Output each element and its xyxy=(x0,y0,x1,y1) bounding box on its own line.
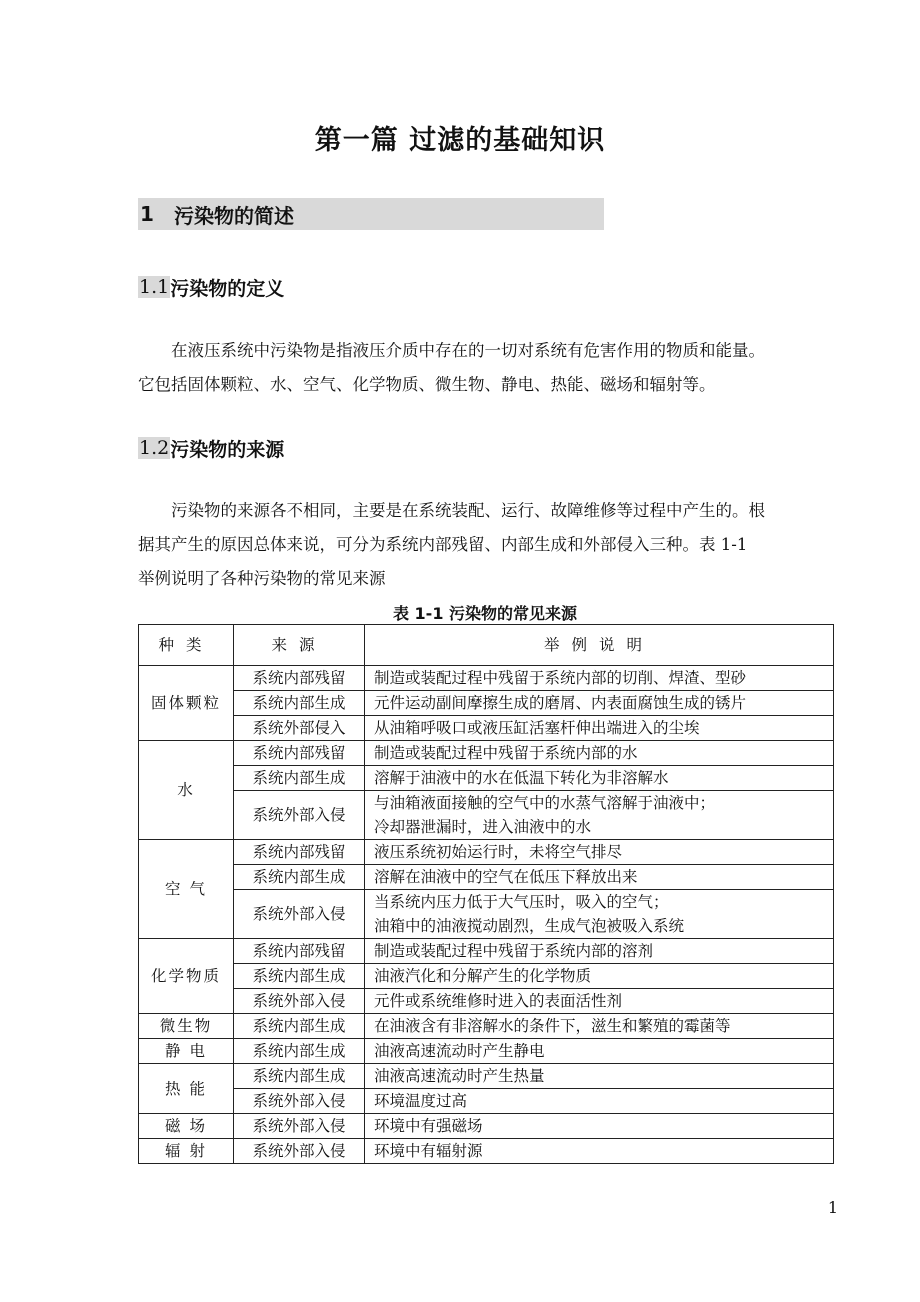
cell-type: 微生物 xyxy=(139,1014,234,1039)
table-row xyxy=(139,1114,834,1139)
table-row xyxy=(139,1064,834,1089)
cell-source: 系统内部生成 xyxy=(234,766,365,791)
cell-example xyxy=(365,865,834,890)
cell-example xyxy=(365,964,834,989)
paragraph-line: 在液压系统中污染物是指液压介质中存在的一切对系统有危害作用的物质和能量。 xyxy=(171,341,765,360)
example-line: 溶解于油液中的水在低温下转化为非溶解水 xyxy=(374,769,669,787)
cell-source: 系统内部残留 xyxy=(234,939,365,964)
cell-type: 化学物质 xyxy=(139,939,234,1014)
cell-source: 系统外部入侵 xyxy=(234,890,365,939)
cell-source: 系统外部入侵 xyxy=(234,1139,365,1164)
example-line: 油液高速流动时产生静电 xyxy=(374,1042,545,1060)
table-row xyxy=(139,939,834,964)
cell-example xyxy=(365,939,834,964)
cell-example xyxy=(365,1064,834,1089)
table-row xyxy=(139,840,834,865)
cell-type: 水 xyxy=(139,741,234,840)
table-row xyxy=(139,890,834,939)
table-row xyxy=(139,766,834,791)
cell-source: 系统内部残留 xyxy=(234,741,365,766)
cell-type: 磁 场 xyxy=(139,1114,234,1139)
subsection-title: 污染物的定义 xyxy=(170,277,285,300)
subsection-number: 1.2 xyxy=(139,437,170,459)
cell-example xyxy=(365,691,834,716)
cell-source: 系统外部入侵 xyxy=(234,1089,365,1114)
example-line: 当系统内压力低于大气压时，吸入的空气； xyxy=(374,893,669,911)
example-line: 油箱中的油液搅动剧烈，生成气泡被吸入系统 xyxy=(374,917,685,935)
cell-example xyxy=(365,840,834,865)
cell-source: 系统内部生成 xyxy=(234,865,365,890)
table-row xyxy=(139,989,834,1014)
cell-example xyxy=(365,890,834,939)
example-line: 制造或装配过程中残留于系统内部的溶剂 xyxy=(374,942,654,960)
example-line: 环境温度过高 xyxy=(374,1092,468,1110)
cell-source: 系统内部残留 xyxy=(234,840,365,865)
cell-example xyxy=(365,1014,834,1039)
cell-example xyxy=(365,1114,834,1139)
cell-type: 辐 射 xyxy=(139,1139,234,1164)
table-row xyxy=(139,1039,834,1064)
cell-source: 系统外部入侵 xyxy=(234,989,365,1014)
example-line: 液压系统初始运行时，未将空气排尽 xyxy=(374,843,623,861)
cell-type: 热 能 xyxy=(139,1064,234,1114)
table-row xyxy=(139,716,834,741)
table-row xyxy=(139,741,834,766)
cell-source: 系统内部生成 xyxy=(234,964,365,989)
definition-paragraph xyxy=(138,334,838,402)
example-line: 元件运动副间摩擦生成的磨屑、内表面腐蚀生成的锈片 xyxy=(374,694,747,712)
example-line: 溶解在油液中的空气在低压下释放出来 xyxy=(374,868,638,886)
section-heading xyxy=(138,198,604,230)
cell-type: 空 气 xyxy=(139,840,234,939)
section-number: 1 xyxy=(140,202,154,226)
cell-source: 系统外部侵入 xyxy=(234,716,365,741)
section-title: 污染物的简述 xyxy=(174,203,294,228)
table-caption: 表 1-1 污染物的常见来源 xyxy=(392,604,578,623)
page-title: 第一篇 过滤的基础知识 xyxy=(314,125,606,156)
example-line: 制造或装配过程中残留于系统内部的水 xyxy=(374,744,638,762)
example-line: 油液高速流动时产生热量 xyxy=(374,1067,545,1085)
paragraph-line: 举例说明了各种污染物的常见来源 xyxy=(138,569,386,588)
header-example: 举例说明 xyxy=(365,625,834,666)
pollutant-source-table xyxy=(138,624,834,1164)
table-row xyxy=(139,691,834,716)
cell-example xyxy=(365,989,834,1014)
subsection-title: 污染物的来源 xyxy=(170,438,285,461)
paragraph-line: 污染物的来源各不相同，主要是在系统装配、运行、故障维修等过程中产生的。根 xyxy=(171,501,765,520)
cell-source: 系统内部生成 xyxy=(234,1039,365,1064)
source-paragraph xyxy=(138,494,838,596)
table-row xyxy=(139,666,834,691)
cell-example xyxy=(365,766,834,791)
cell-source: 系统外部入侵 xyxy=(234,791,365,840)
cell-example xyxy=(365,666,834,691)
page-number: 1 xyxy=(827,1198,838,1217)
example-line: 元件或系统维修时进入的表面活性剂 xyxy=(374,992,623,1010)
table-row xyxy=(139,1089,834,1114)
cell-source: 系统内部生成 xyxy=(234,1014,365,1039)
table-row xyxy=(139,791,834,840)
table-header-row xyxy=(139,625,834,666)
example-line: 冷却器泄漏时，进入油液中的水 xyxy=(374,818,592,836)
cell-example xyxy=(365,1139,834,1164)
cell-example xyxy=(365,791,834,840)
table-row xyxy=(139,1014,834,1039)
cell-example xyxy=(365,1089,834,1114)
example-line: 油液汽化和分解产生的化学物质 xyxy=(374,967,592,985)
example-line: 环境中有强磁场 xyxy=(374,1117,483,1135)
cell-example xyxy=(365,1039,834,1064)
cell-type: 静 电 xyxy=(139,1039,234,1064)
header-source: 来源 xyxy=(234,625,365,666)
table-row xyxy=(139,865,834,890)
cell-source: 系统内部残留 xyxy=(234,666,365,691)
cell-source: 系统内部生成 xyxy=(234,1064,365,1089)
paragraph-line: 它包括固体颗粒、水、空气、化学物质、微生物、静电、热能、磁场和辐射等。 xyxy=(138,375,716,394)
example-line: 环境中有辐射源 xyxy=(374,1142,483,1160)
subsection-number: 1.1 xyxy=(139,276,170,298)
example-line: 与油箱液面接触的空气中的水蒸气溶解于油液中； xyxy=(374,794,716,812)
cell-source: 系统外部入侵 xyxy=(234,1114,365,1139)
cell-example xyxy=(365,741,834,766)
example-line: 从油箱呼吸口或液压缸活塞杆伸出端进入的尘埃 xyxy=(374,719,700,737)
cell-source: 系统内部生成 xyxy=(234,691,365,716)
paragraph-line: 据其产生的原因总体来说，可分为系统内部残留、内部生成和外部侵入三种。表 1-1 xyxy=(138,535,748,554)
table-row xyxy=(139,964,834,989)
subsection-heading-1-2 xyxy=(138,433,284,463)
table-row xyxy=(139,1139,834,1164)
subsection-heading-1-1 xyxy=(138,272,284,302)
header-type: 种类 xyxy=(139,625,234,666)
example-line: 制造或装配过程中残留于系统内部的切削、焊渣、型砂 xyxy=(374,669,747,687)
cell-type: 固体颗粒 xyxy=(139,666,234,741)
cell-example xyxy=(365,716,834,741)
example-line: 在油液含有非溶解水的条件下，滋生和繁殖的霉菌等 xyxy=(374,1017,731,1035)
